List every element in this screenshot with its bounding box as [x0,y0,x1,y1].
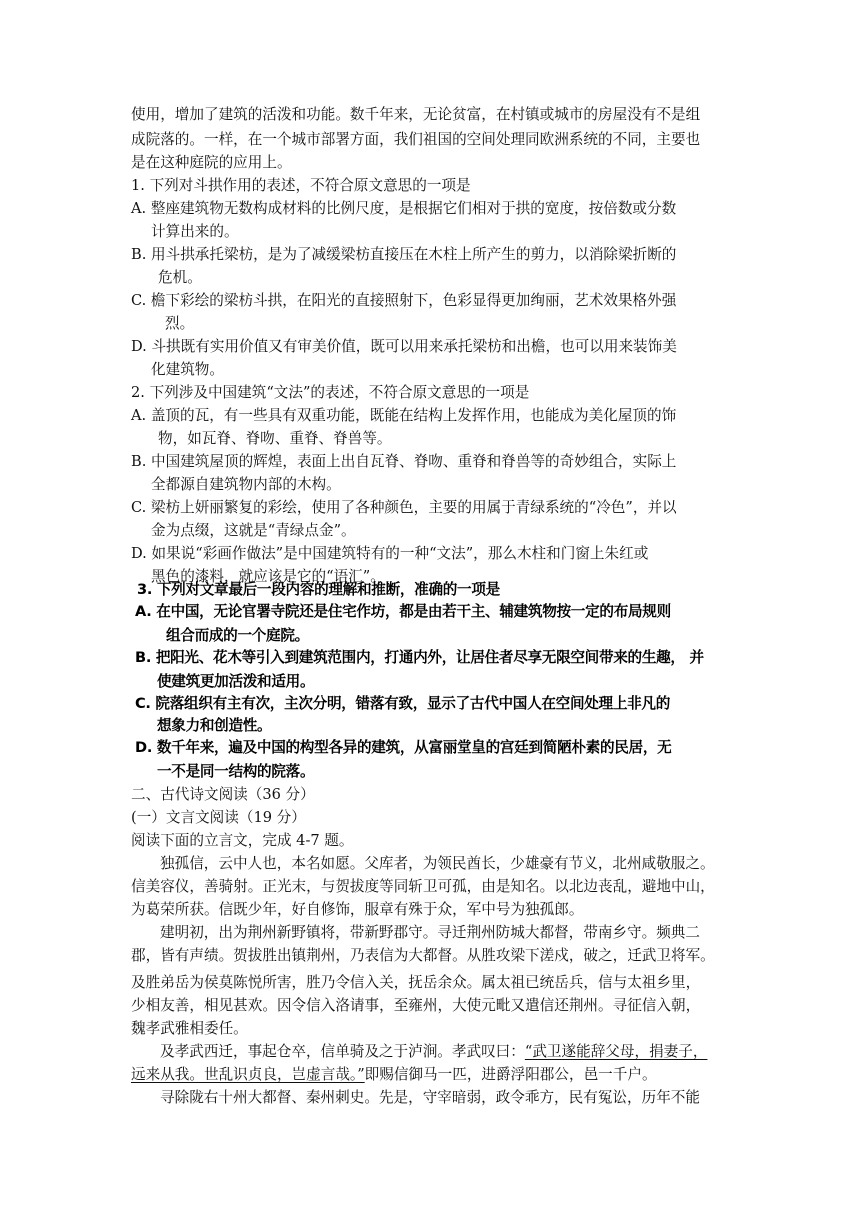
question-1-option-c-cont: 烈。 [165,315,195,332]
classical-paragraph-line: 独孤信，云中人也，本名如愿。父库者，为领民酋长，少雄豪有节义，北州咸敬服之。 [160,855,715,872]
section-2-subtitle: (一）文言文阅读（19 分） [131,809,306,826]
section-2-instruction: 阅读下面的立言文，完成 4-7 题。 [131,832,354,849]
passage-line: 使用，增加了建筑的活泼和功能。数千年来，无论贫富，在村镇或城市的房屋没有不是组 [131,106,701,123]
classical-paragraph-line: 少相友善，相见甚欢。因令信入洛请事，至雍州，大使元毗又遣信还荆州。寻征信入朝， [131,997,701,1014]
question-3-option-a-cont: 组合而成的一个庭院。 [166,627,309,644]
question-3-option-c: C. 院落组织有主有次，主次分明，错落有致，显示了古代中国人在空间处理上非凡的 [135,695,671,712]
question-1-option-a: A. 整座建筑物无数构成材料的比例尺度，是根据它们相对于拱的宽度，按倍数或分数 [131,200,677,217]
question-2-option-b-cont: 全都源自建筑物内部的木构。 [151,476,341,493]
classical-paragraph-line: 寻除陇右十州大都督、秦州刺史。先是，守宰暗弱，政令乖方，民有冤讼，历年不能 [160,1089,700,1106]
question-2-option-c: C. 梁枋上妍丽繁复的彩绘，使用了各种颜色，主要的用属于青绿系统的“冷色”，并以 [131,499,677,516]
question-1-option-c: C. 檐下彩绘的梁枋斗拱，在阳光的直接照射下，色彩显得更加绚丽，艺术效果格外强 [131,292,677,309]
classical-paragraph-line [131,1063,657,1086]
question-3-option-c-cont: 想象力和创造性。 [157,717,272,734]
question-1-option-b-cont: 危机。 [158,269,202,286]
question-3-stem: 3. 下列对文章最后一段内容的理解和推断，准确的一项是 [137,581,500,598]
classical-text: 即赐信御马一匹，进爵浮阳郡公，邑一千户。 [364,1066,657,1083]
question-1-option-d-cont: 化建筑物。 [151,361,224,378]
question-3-option-a: A. 在中国，无论官署寺院还是住宅作坊，都是由若干主、辅建筑物按一定的布局规则 [135,603,671,620]
classical-text: 及孝武西迁，事起仓卒，信单骑及之于泸涧。孝武叹曰： [160,1043,525,1060]
classical-paragraph-line: 信美容仪，善骑射。正光末，与贺拔度等同斩卫可孤，由是知名。以北边丧乱，避地中山， [131,878,715,895]
question-2-option-a-cont: 物，如瓦脊、脊吻、重脊、脊兽等。 [158,430,392,447]
question-1-option-b: B. 用斗拱承托梁枋，是为了减缓梁枋直接压在木柱上所产生的剪力，以消除梁折断的 [131,246,677,263]
section-2-title: 二、古代诗文阅读（36 分） [131,786,315,803]
question-3-option-d: D. 数千年来，遍及中国的构型各异的建筑，从富丽堂皇的宫廷到简陋朴素的民居，无 [135,739,672,756]
question-1-option-a-cont: 计算出来的。 [151,223,239,240]
question-2-option-d: D. 如果说“彩画作做法”是中国建筑特有的一种“文法”，那么木柱和门窗上朱红或 [131,545,649,562]
question-2-option-a: A. 盖顶的瓦，有一些具有双重功能，既能在结构上发挥作用，也能成为美化屋顶的饰 [131,407,677,424]
question-3-option-b: B. 把阳光、花木等引入到建筑范围内，打通内外，让居住者尽享无限空间带来的生趣， 并 [135,649,704,666]
passage-line: 是在这种庭院的应用上。 [131,154,292,171]
question-1-stem: 1. 下列对斗拱作用的表述，不符合原文意思的一项是 [131,177,471,194]
question-2-option-d-cont: 黑色的漆料，就应该是它的“语汇”。 [151,568,385,585]
question-2-option-c-cont: 金为点缀，这就是“青绿点金”。 [151,522,356,539]
question-1-option-d: D. 斗拱既有实用价值又有审美价值，既可以用来承托梁枋和出檐，也可以用来装饰美 [131,338,677,355]
classical-paragraph-line [160,1040,707,1063]
classical-paragraph-line: 为葛荣所获。信既少年，好自修饰，服章有殊于众，军中号为独孤郎。 [131,901,584,918]
question-2-option-b: B. 中国建筑屋顶的辉煌，表面上出自瓦脊、脊吻、重脊和脊兽等的奇妙组合，实际上 [131,453,677,470]
underlined-sentence: “武卫遂能辞父母，捐妻子， [524,1043,708,1060]
question-2-stem: 2. 下列涉及中国建筑“文法”的表述，不符合原文意思的一项是 [131,384,530,401]
underlined-sentence: 远来从我。世乱识贞良，岂虚言哉。” [131,1066,365,1083]
question-3-option-d-cont: 一不是同一结构的院落。 [157,763,315,780]
classical-paragraph-line: 郡，皆有声绩。贺拔胜出镇荆州，乃表信为大都督。从胜攻梁下溠戍，破之，迁武卫将军。 [131,947,715,964]
classical-paragraph-line: 及胜弟岳为侯莫陈悦所害，胜乃令信入关，抚岳余众。属太祖已统岳兵，信与太祖乡里， [131,974,701,991]
classical-paragraph-line: 建明初，出为荆州新野镇将，带新野郡守。寻迁荆州防城大都督，带南乡守。频典二 [160,924,700,941]
question-3-option-b-cont: 使建筑更加活泼和适用。 [157,673,315,690]
passage-line: 成院落的。一样，在一个城市部署方面，我们祖国的空间处理同欧洲系统的不同，主要也 [131,131,701,148]
classical-paragraph-line: 魏孝武雅相委任。 [131,1020,248,1037]
